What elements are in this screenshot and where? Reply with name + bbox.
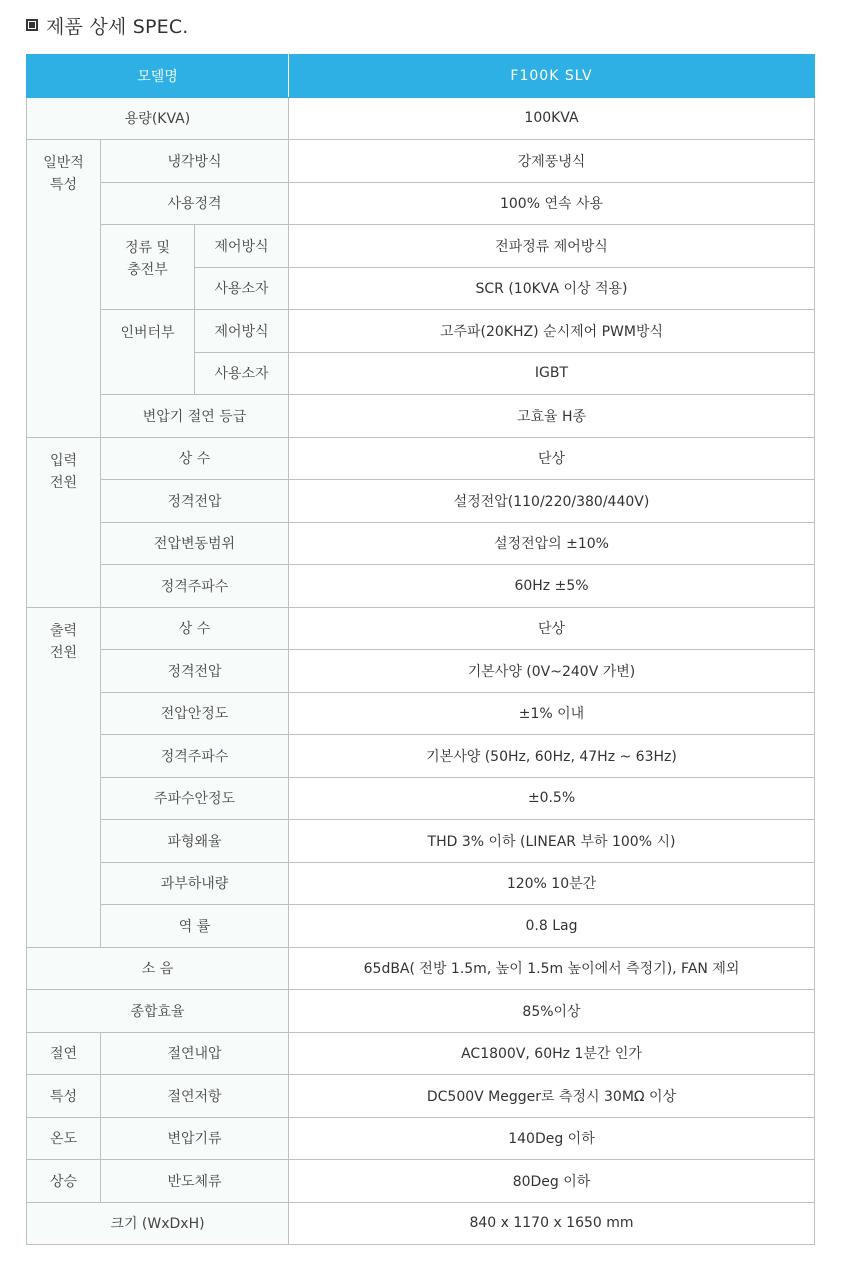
- capacity-value: 100KVA: [289, 97, 815, 140]
- inverter-group-label: 인버터부: [101, 310, 195, 395]
- table-row: [27, 1032, 815, 1075]
- output-stability-label: 전압안정도: [101, 692, 289, 735]
- table-row: [27, 777, 815, 820]
- input-voltage-label: 정격전압: [101, 480, 289, 523]
- temp-transformer-value: 140Deg 이하: [289, 1117, 815, 1160]
- section-heading: [26, 10, 189, 40]
- rectifier-group-label: 정류 및 충전부: [101, 225, 195, 310]
- noise-label: 소 음: [27, 947, 289, 990]
- output-voltage-label: 정격전압: [101, 650, 289, 693]
- insulation-voltage-label: 절연내압: [101, 1032, 289, 1075]
- inverter-control-label: 제어방식: [195, 310, 289, 353]
- output-frequency-value: 기본사양 (50Hz, 60Hz, 47Hz ~ 63Hz): [289, 735, 815, 778]
- insulation-voltage-value: AC1800V, 60Hz 1분간 인가: [289, 1032, 815, 1075]
- temperature-group-label-1: 온도: [27, 1117, 101, 1160]
- insulation-group-label-2: 특성: [27, 1075, 101, 1118]
- efficiency-value: 85%이상: [289, 990, 815, 1033]
- table-row: [27, 1075, 815, 1118]
- square-bullet-icon: [26, 19, 38, 31]
- input-group-label: 입력 전원: [27, 437, 101, 607]
- table-header-row: [27, 55, 815, 98]
- inverter-device-label: 사용소자: [195, 352, 289, 395]
- rating-label: 사용정격: [101, 182, 289, 225]
- table-row: [27, 692, 815, 735]
- output-phase-value: 단상: [289, 607, 815, 650]
- temp-transformer-label: 변압기류: [101, 1117, 289, 1160]
- transformer-class-label: 변압기 절연 등급: [101, 395, 289, 438]
- input-voltage-value: 설정전압(110/220/380/440V): [289, 480, 815, 523]
- rectifier-control-label: 제어방식: [195, 225, 289, 268]
- insulation-group-label-1: 절연: [27, 1032, 101, 1075]
- insulation-resistance-value: DC500V Megger로 측정시 30MΩ 이상: [289, 1075, 815, 1118]
- output-frequency-label: 정격주파수: [101, 735, 289, 778]
- temp-semiconductor-label: 반도체류: [101, 1160, 289, 1203]
- table-row: [27, 182, 815, 225]
- table-row: [27, 97, 815, 140]
- output-voltage-value: 기본사양 (0V~240V 가변): [289, 650, 815, 693]
- table-row: [27, 480, 815, 523]
- capacity-label: 용량(KVA): [27, 97, 289, 140]
- input-range-value: 설정전압의 ±10%: [289, 522, 815, 565]
- table-row: [27, 862, 815, 905]
- rectifier-control-value: 전파정류 제어방식: [289, 225, 815, 268]
- output-freq-stability-value: ±0.5%: [289, 777, 815, 820]
- input-range-label: 전압변동범위: [101, 522, 289, 565]
- table-row: [27, 607, 815, 650]
- table-row: [27, 395, 815, 438]
- input-frequency-label: 정격주파수: [101, 565, 289, 608]
- table-row: [27, 437, 815, 480]
- table-row: [27, 522, 815, 565]
- output-freq-stability-label: 주파수안정도: [101, 777, 289, 820]
- table-row: [27, 310, 815, 353]
- cooling-label: 냉각방식: [101, 140, 289, 183]
- cooling-value: 강제풍냉식: [289, 140, 815, 183]
- table-row: [27, 1160, 815, 1203]
- size-label: 크기 (WxDxH): [27, 1202, 289, 1245]
- rectifier-device-label: 사용소자: [195, 267, 289, 310]
- table-row: [27, 905, 815, 948]
- header-model-value: F100K SLV: [289, 55, 815, 98]
- table-row: [27, 820, 815, 863]
- spec-table: [26, 54, 815, 1245]
- output-distortion-value: THD 3% 이하 (LINEAR 부하 100% 시): [289, 820, 815, 863]
- rectifier-device-value: SCR (10KVA 이상 적용): [289, 267, 815, 310]
- inverter-device-value: IGBT: [289, 352, 815, 395]
- output-distortion-label: 파형왜율: [101, 820, 289, 863]
- table-row: [27, 650, 815, 693]
- insulation-resistance-label: 절연저항: [101, 1075, 289, 1118]
- temperature-group-label-2: 상승: [27, 1160, 101, 1203]
- inverter-control-value: 고주파(20KHZ) 순시제어 PWM방식: [289, 310, 815, 353]
- output-phase-label: 상 수: [101, 607, 289, 650]
- rating-value: 100% 연속 사용: [289, 182, 815, 225]
- noise-value: 65dBA( 전방 1.5m, 높이 1.5m 높이에서 측정기), FAN 제외: [289, 947, 815, 990]
- section-title: 제품 상세 SPEC.: [46, 15, 189, 38]
- output-power-factor-label: 역 률: [101, 905, 289, 948]
- input-phase-label: 상 수: [101, 437, 289, 480]
- output-overload-label: 과부하내량: [101, 862, 289, 905]
- output-overload-value: 120% 10분간: [289, 862, 815, 905]
- table-row: [27, 735, 815, 778]
- output-stability-value: ±1% 이내: [289, 692, 815, 735]
- input-phase-value: 단상: [289, 437, 815, 480]
- transformer-class-value: 고효율 H종: [289, 395, 815, 438]
- input-frequency-value: 60Hz ±5%: [289, 565, 815, 608]
- table-row: [27, 1202, 815, 1245]
- table-row: [27, 140, 815, 183]
- table-row: [27, 565, 815, 608]
- table-row: [27, 1117, 815, 1160]
- output-power-factor-value: 0.8 Lag: [289, 905, 815, 948]
- temp-semiconductor-value: 80Deg 이하: [289, 1160, 815, 1203]
- table-row: [27, 225, 815, 268]
- table-row: [27, 990, 815, 1033]
- size-value: 840 x 1170 x 1650 mm: [289, 1202, 815, 1245]
- general-group-label: 일반적 특성: [27, 140, 101, 438]
- output-group-label: 출력 전원: [27, 607, 101, 947]
- efficiency-label: 종합효율: [27, 990, 289, 1033]
- table-row: [27, 947, 815, 990]
- header-model-label: 모델명: [27, 55, 289, 98]
